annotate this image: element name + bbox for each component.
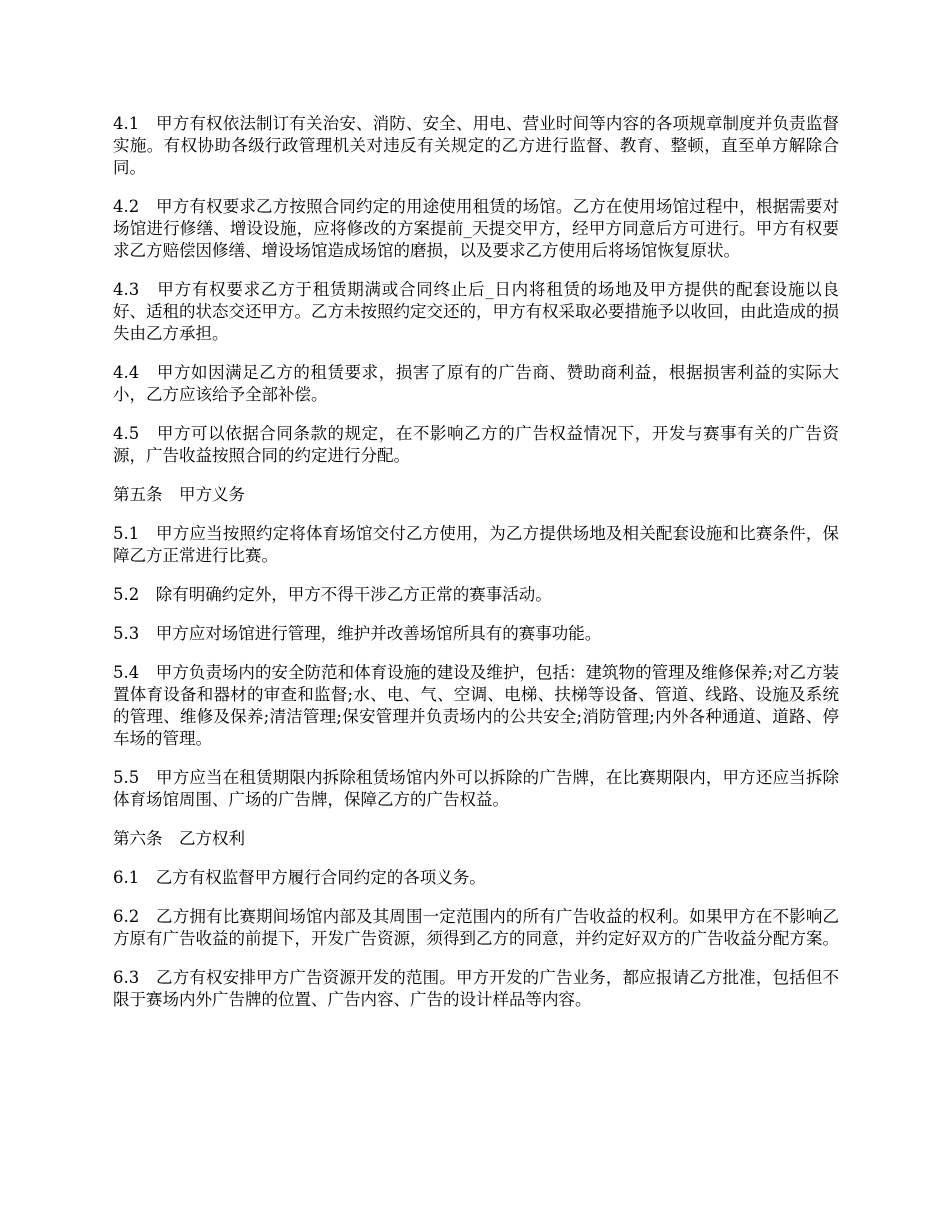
- document-page: [113, 113, 839, 1028]
- clause-4-2: 4.2 甲方有权要求乙方按照合同约定的用途使用租赁的场馆。乙方在使用场馆过程中，根据需要对场馆进行修缮、增设设施，应将修改的方案提前_天提交甲方，经甲方同意后方可进行。甲方有权要求乙方赔偿因修缮、增设场馆造成场馆的磨损，以及要求乙方使用后将场馆恢复原状。: [113, 197, 839, 260]
- clause-4-4: 4.4 甲方如因满足乙方的租赁要求，损害了原有的广告商、赞助商利益，根据损害利益的实际大小，乙方应该给予全部补偿。: [113, 363, 839, 404]
- clause-4-3: 4.3 甲方有权要求乙方于租赁期满或合同终止后_日内将租赁的场地及甲方提供的配套设施以良好、适租的状态交还甲方。乙方未按照约定交还的，甲方有权采取必要措施予以收回，由此造成的损失由乙方承担。: [113, 280, 839, 343]
- clause-6-3: 6.3 乙方有权安排甲方广告资源开发的范围。甲方开发的广告业务，都应报请乙方批准，包括但不限于赛场内外广告牌的位置、广告内容、广告的设计样品等内容。: [113, 968, 839, 1009]
- clause-5-2: 5.2 除有明确约定外，甲方不得干涉乙方正常的赛事活动。: [113, 585, 552, 604]
- clause-5-4: 5.4 甲方负责场内的安全防范和体育设施的建设及维护，包括：建筑物的管理及维修保养;对乙方装置体育设备和器材的审查和监督;水、电、气、空调、电梯、扶梯等设备、管道、线路、设施及系统的管理、维修及保养;清洁管理;保安管理并负责场内的公共安全;消防管理;内外各种通道、道路、停车场的管理。: [113, 663, 839, 748]
- article-6-heading: 第六条 乙方权利: [113, 829, 245, 848]
- clause-6-1: 6.1 乙方有权监督甲方履行合同约定的各项义务。: [113, 868, 486, 887]
- clause-4-5: 4.5 甲方可以依据合同条款的规定，在不影响乙方的广告权益情况下，开发与赛事有关的广告资源，广告收益按照合同的约定进行分配。: [113, 424, 839, 465]
- clause-5-1: 5.1 甲方应当按照约定将体育场馆交付乙方使用，为乙方提供场地及相关配套设施和比赛条件，保障乙方正常进行比赛。: [113, 524, 839, 565]
- clause-6-2: 6.2 乙方拥有比赛期间场馆内部及其周围一定范围内的所有广告收益的权利。如果甲方在不影响乙方原有广告收益的前提下，开发广告资源，须得到乙方的同意，并约定好双方的广告收益分配方案。: [113, 907, 839, 948]
- clause-5-3: 5.3 甲方应对场馆进行管理，维护并改善场馆所具有的赛事功能。: [113, 624, 602, 643]
- clause-4-1: 4.1 甲方有权依法制订有关治安、消防、安全、用电、营业时间等内容的各项规章制度并负责监督实施。有权协助各级行政管理机关对违反有关规定的乙方进行监督、教育、整顿，直至单方解除合同。: [113, 114, 839, 177]
- clause-5-5: 5.5 甲方应当在租赁期限内拆除租赁场馆内外可以拆除的广告牌，在比赛期限内，甲方还应当拆除体育场馆周围、广场的广告牌，保障乙方的广告权益。: [113, 768, 839, 809]
- article-5-heading: 第五条 甲方义务: [113, 485, 245, 504]
